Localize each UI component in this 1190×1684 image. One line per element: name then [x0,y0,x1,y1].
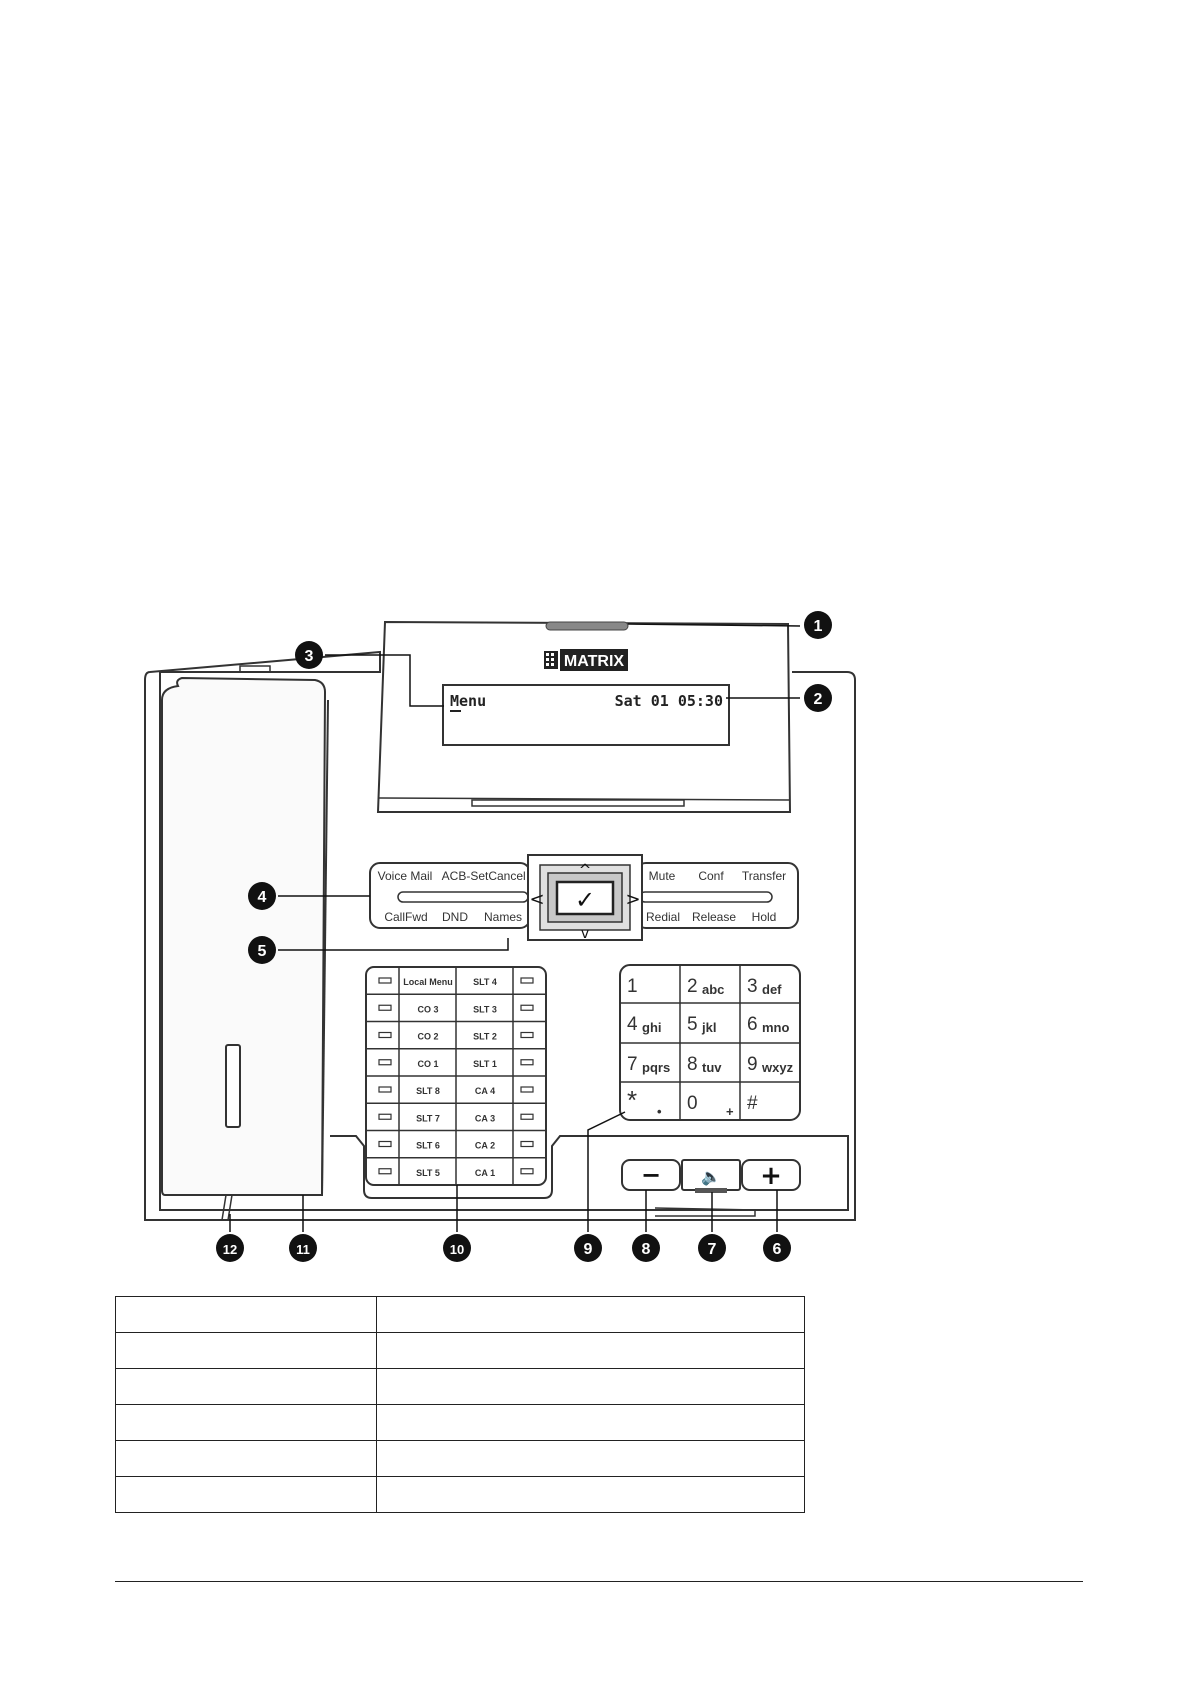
dss-key-left-label[interactable]: SLT 5 [416,1167,440,1178]
legend-row [116,1441,805,1477]
callout-number: 12 [222,1242,238,1257]
legend-table [115,1296,805,1513]
callout-6 [763,1234,791,1262]
callout-number: 11 [296,1242,310,1257]
dss-key-right-label[interactable]: CA 4 [474,1086,496,1096]
speaker-icon: 🔈 [701,1167,721,1186]
nav-up-icon[interactable]: ^ [578,861,592,879]
dss-led [521,1114,533,1119]
function-keys-right-bar [640,892,772,902]
keypad-digit: 7 [627,1054,638,1075]
callout-number: 10 [449,1242,465,1257]
nav-left-icon[interactable]: < [529,889,545,910]
lcd-menu-label[interactable]: Menu [450,692,487,710]
callout-12 [216,1234,244,1262]
handset-hook-slot [226,1045,240,1127]
nav-right-icon[interactable]: > [625,889,641,910]
callout-number: 7 [707,1241,717,1258]
keypad-letters: mno [762,1020,790,1035]
callout-8 [632,1234,660,1262]
callout-7 [698,1234,726,1262]
keypad-letters: pqrs [642,1060,671,1075]
callout-3 [295,641,323,669]
legend-row [116,1297,805,1333]
function-key-label-callfwd[interactable]: CallFwd [384,910,428,924]
keypad-letters: + [726,1104,734,1119]
dss-key-left-label[interactable]: CO 2 [417,1031,439,1042]
callout-4 [248,882,276,910]
function-key-label-redial[interactable]: Redial [645,910,681,924]
dss-key-left-label[interactable]: SLT 7 [416,1113,440,1124]
legend-description-cell [377,1405,805,1441]
legend-number-cell [116,1477,377,1513]
legend-number-cell [116,1333,377,1369]
dss-key-left-label[interactable]: SLT 8 [416,1086,440,1096]
dss-key-right-label[interactable]: SLT 2 [473,1031,497,1042]
keypad-letters: tuv [702,1060,722,1075]
display-unit [378,622,790,812]
dss-led [521,1142,533,1147]
legend-number-cell [116,1405,377,1441]
callout-number: 8 [641,1241,651,1258]
navigation-key[interactable] [528,855,642,942]
callout-number: 3 [304,648,314,665]
keypad-key-star[interactable] [620,1082,680,1120]
dss-led [521,1033,533,1038]
callout-number: 4 [257,889,267,906]
keypad-key-8[interactable] [680,1043,740,1082]
keypad-digit: # [747,1093,758,1114]
dss-led [521,1169,533,1174]
dss-led [521,978,533,983]
footer-rule [115,1581,1083,1582]
keypad-digit: * [627,1085,638,1115]
callout-number: 9 [583,1241,593,1258]
callout-1 [804,611,832,639]
keypad-letters: def [762,982,782,997]
dss-led [521,1005,533,1010]
keypad-letters: • [657,1104,662,1119]
callout-number: 6 [772,1241,782,1258]
legend-number-cell [116,1441,377,1477]
function-key-label-dnd[interactable]: DND [442,910,468,924]
dss-key-left-label[interactable]: CO 3 [417,1004,439,1015]
dss-led [379,978,391,983]
callout-2 [804,684,832,712]
legend-row [116,1477,805,1513]
legend-description-cell [377,1477,805,1513]
dss-key-right-label[interactable]: SLT 1 [473,1058,497,1069]
keypad-key-3[interactable] [740,965,800,1003]
legend-row [116,1405,805,1441]
keypad-digit: 5 [687,1014,698,1035]
dss-led [379,1005,391,1010]
keypad-digit: 8 [687,1054,698,1075]
keypad-digit: 6 [747,1014,758,1035]
legend-description-cell [377,1441,805,1477]
handset [162,678,328,1220]
ok-check-icon: ✓ [574,886,596,914]
keypad-digit: 2 [687,976,698,997]
keypad-digit: 0 [687,1093,698,1114]
keypad-key-1[interactable] [620,965,680,1003]
lcd-datetime: Sat 01 05:30 [614,692,723,710]
legend-description-cell [377,1297,805,1333]
keypad-key-hash[interactable] [740,1082,800,1120]
legend-description-cell [377,1369,805,1405]
dss-key-right-label[interactable]: CA 3 [474,1113,496,1124]
message-indicator-lamp [546,622,628,630]
function-keys-left-bar [398,892,528,902]
keypad-key-6[interactable] [740,1003,800,1043]
callout-number: 2 [813,691,823,708]
function-key-label-release[interactable]: Release [691,910,737,924]
keypad-letters: abc [702,982,725,997]
keypad-letters: ghi [642,1020,662,1035]
callout-11 [289,1234,317,1262]
dss-key-right-label[interactable]: SLT 3 [473,1004,497,1015]
function-key-label-acb-set[interactable]: ACB-Set [441,869,489,883]
dss-key-right-label[interactable]: SLT 4 [473,977,497,987]
function-key-label-hold[interactable]: Hold [751,910,777,924]
keypad-letters: jkl [702,1020,717,1035]
keypad-key-5[interactable] [680,1003,740,1043]
keypad-digit: 3 [747,976,758,997]
keypad-key-7[interactable] [620,1043,680,1082]
nav-down-icon[interactable]: v [580,926,590,942]
keypad-key-4[interactable] [620,1003,680,1043]
logo-text: MATRIX [563,653,625,670]
dss-led [379,1060,391,1065]
dss-key-right-label[interactable]: CA 1 [474,1167,496,1178]
matrix-logo [544,649,628,671]
dss-key-right-label[interactable]: CA 2 [474,1140,496,1151]
dss-key-left-label[interactable]: SLT 6 [416,1140,440,1151]
legend-row [116,1369,805,1405]
function-key-label-conf[interactable]: Conf [698,869,724,883]
keypad-key-2[interactable] [680,965,740,1003]
keypad-digit: 4 [627,1014,638,1035]
dss-led [379,1087,391,1092]
minus-icon: − [640,1161,662,1189]
dss-key-left-label[interactable]: CO 1 [417,1058,439,1069]
callout-10 [443,1234,471,1262]
bottom-slot [472,800,684,806]
keypad-letters: wxyz [762,1060,794,1075]
callout-5 [248,936,276,964]
keypad-digit: 1 [627,976,638,997]
callout-number: 1 [813,618,823,635]
legend-number-cell [116,1297,377,1333]
dss-key-left-label[interactable]: Local Menu [403,977,453,987]
keypad-key-0[interactable] [680,1082,740,1120]
function-key-label-mute[interactable]: Mute [648,869,676,883]
function-key-label-voice-mail[interactable]: Voice Mail [377,869,433,883]
dss-led [521,1087,533,1092]
dss-led [521,1060,533,1065]
function-key-label-cancel[interactable]: Cancel [488,869,526,883]
legend-row [116,1333,805,1369]
legend-number-cell [116,1369,377,1405]
dss-led [379,1169,391,1174]
callout-9 [574,1234,602,1262]
plus-icon: + [760,1161,782,1191]
dss-led [379,1142,391,1147]
legend-description-cell [377,1333,805,1369]
function-key-label-names[interactable]: Names [483,910,523,924]
callout-number: 5 [257,943,267,960]
keypad-digit: 9 [747,1054,758,1075]
function-key-label-transfer[interactable]: Transfer [741,869,787,883]
dss-led [379,1033,391,1038]
volume-key-group [622,1160,800,1216]
keypad-key-9[interactable] [740,1043,800,1082]
speaker-led [695,1188,727,1193]
dss-led [379,1114,391,1119]
